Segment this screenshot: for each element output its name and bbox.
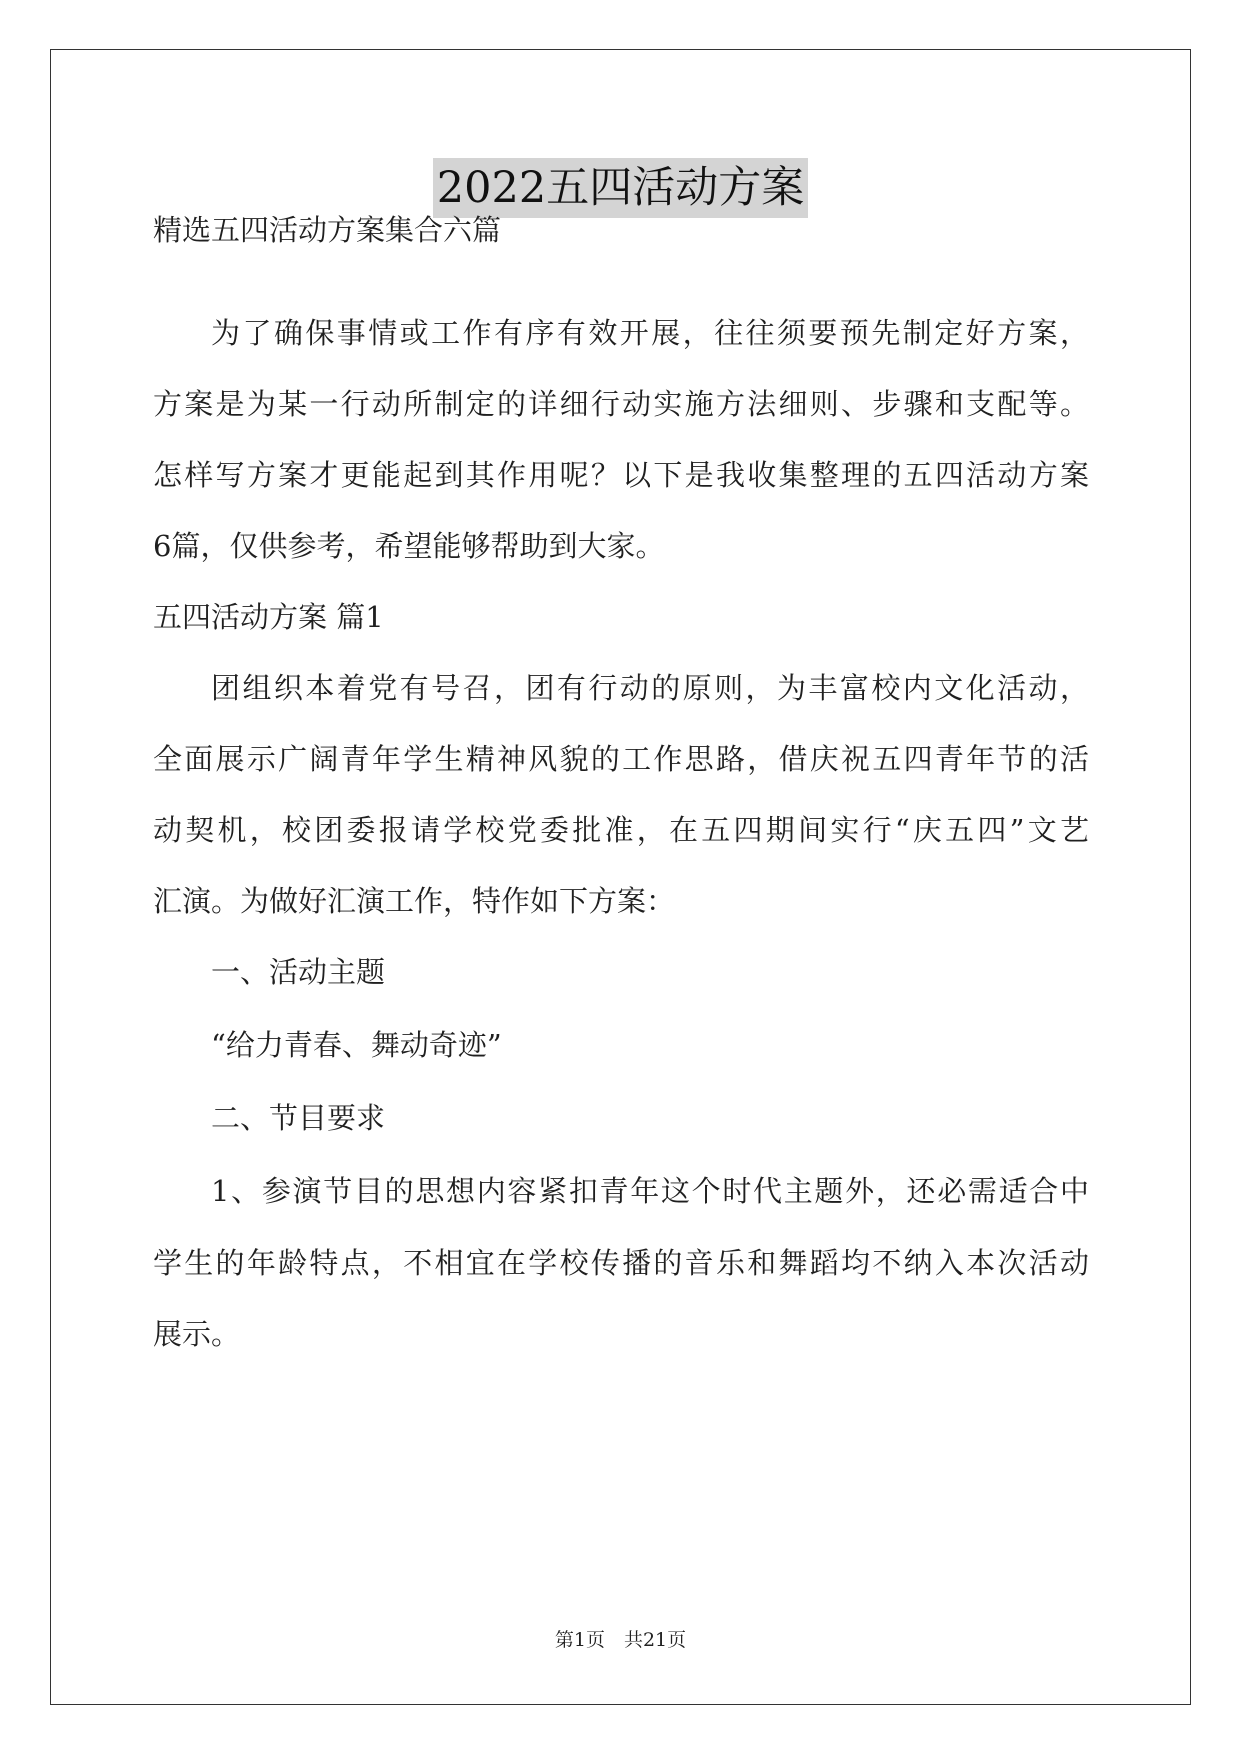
paragraph-line: 全面展示广阔青年学生精神风貌的工作思路，借庆祝五四青年节的活: [153, 742, 1089, 776]
paragraph-line: 6篇，仅供参考，希望能够帮助到大家。: [153, 529, 665, 563]
paragraph-line: 团组织本着党有号召，团有行动的原则，为丰富校内文化活动，: [211, 671, 1089, 705]
paragraph-line: 1、参演节目的思想内容紧扣青年这个时代主题外，还必需适合中: [211, 1174, 1089, 1208]
subheading: 一、活动主题: [211, 955, 386, 989]
subheading: 二、节目要求: [211, 1101, 386, 1135]
subtitle-line: 精选五四活动方案集合六篇: [153, 213, 502, 247]
paragraph-line: 汇演。为做好汇演工作，特作如下方案：: [153, 884, 676, 918]
paragraph-line: 为了确保事情或工作有序有效开展，往往须要预先制定好方案，: [211, 316, 1089, 350]
title-block: [0, 158, 1241, 218]
page-border: [50, 49, 1191, 1705]
paragraph-line: 方案是为某一行动所制定的详细行动实施方法细则、步骤和支配等。: [153, 387, 1089, 421]
document-title: 2022五四活动方案: [433, 158, 808, 218]
paragraph-line: 动契机，校团委报请学校党委批准，在五四期间实行“庆五四”文艺: [153, 813, 1089, 847]
paragraph-line: 学生的年龄特点，不相宜在学校传播的音乐和舞蹈均不纳入本次活动: [153, 1246, 1089, 1280]
paragraph-line: 展示。: [153, 1317, 241, 1351]
paragraph-line: 怎样写方案才更能起到其作用呢？以下是我收集整理的五四活动方案: [153, 458, 1089, 492]
page-number: 第1页 共21页: [554, 1629, 687, 1651]
theme-line: “给力青春、舞动奇迹”: [211, 1028, 502, 1062]
section-heading: 五四活动方案 篇1: [153, 600, 384, 634]
